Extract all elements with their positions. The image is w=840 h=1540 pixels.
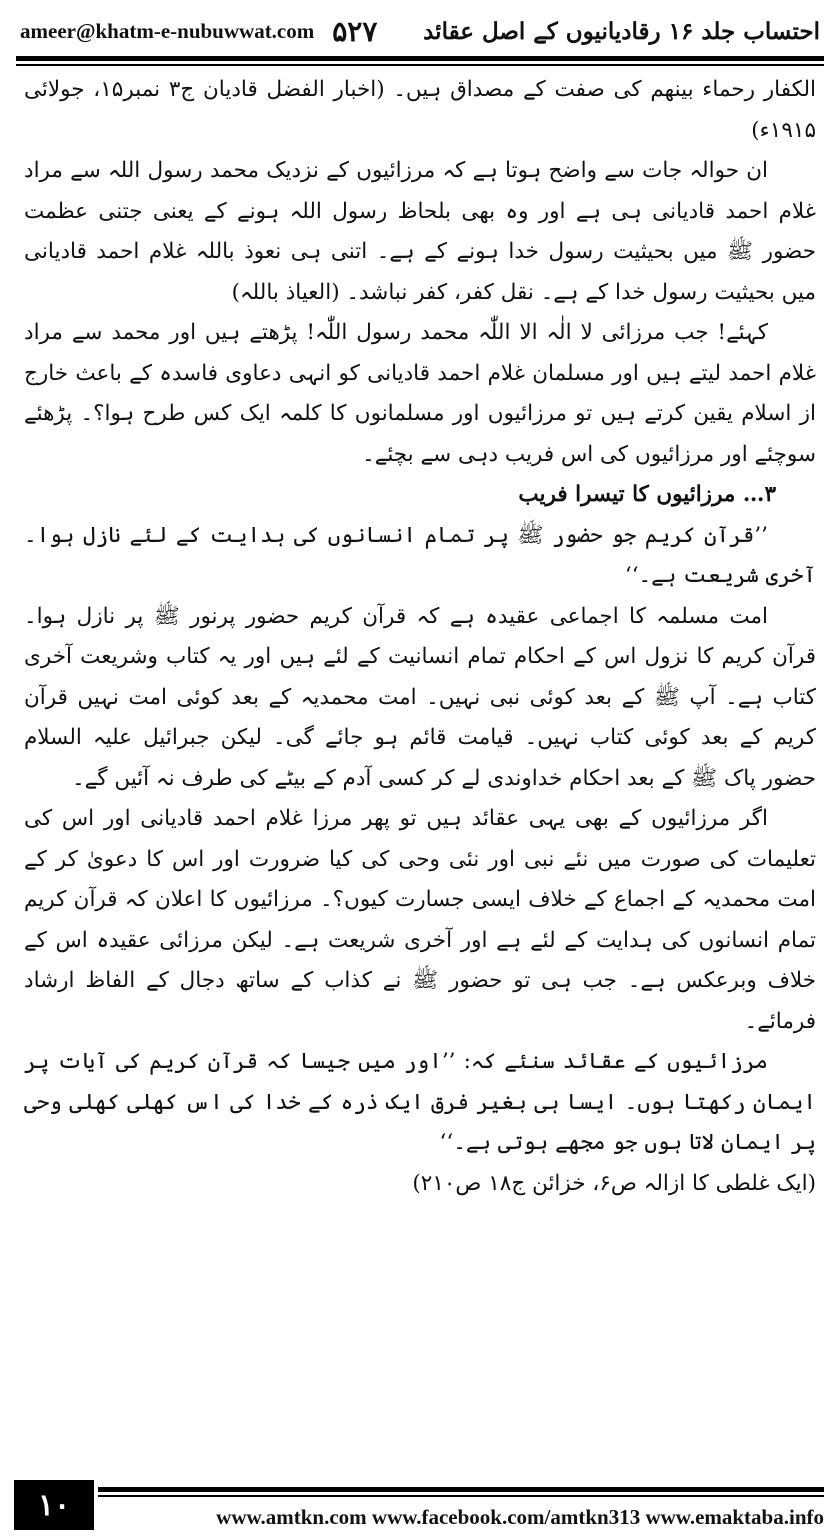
footer-rule-thin bbox=[98, 1495, 824, 1497]
paragraph-1: الکفار رحماء بینھم کی صفت کے مصداق ہیں۔ (اخبار الفضل قادیان ج۳ نمبر۱۵، جولائی ۱۹۱۵ء) bbox=[24, 77, 816, 143]
paragraph-3: کہئے! جب مرزائی لا الٰہ الا اللّٰہ محمد رسول اللّٰہ! پڑھتے ہیں اور محمد سے مراد غلام احمد لیتے ہیں اور مسلمان غلام احمد قادیانی کو انہی دعاوی فاسدہ کے باعث خارج از اسلام یقین کرتے ہیں تو مرزائیوں اور مسلمانوں کا کلمہ ایک کس طرح ہوا؟۔ پڑھئے سوچئے اور مرزائیوں کی اس فریب دہی سے بچئے۔ bbox=[24, 320, 816, 467]
footer-links[interactable]: www.amtkn.com www.facebook.com/amtkn313 www.emaktaba.info bbox=[216, 1504, 824, 1529]
header-rule-thin bbox=[16, 64, 824, 66]
paragraph-2: ان حوالہ جات سے واضح ہوتا ہے کہ مرزائیوں کے نزدیک محمد رسول اللہ سے مراد غلام احمد قادیانی ہی ہے اور وہ بھی بلحاظ رسول اللہ ہونے کے یعنی جتنی عظمت حضور ﷺ میں بحیثیت رسول خدا ہونے کے ہے۔ اتنی ہی نعوذ باللہ غلام احمد قادیانی میں بحیثیت رسول خدا کے ہے۔ نقل کفر، کفر نباشد۔ (العیاذ باللہ) bbox=[24, 158, 816, 305]
page-header bbox=[20, 8, 820, 54]
paragraph-6: مرزائیوں کے عقائد سنئے کہ: ’’اور میں جیسا کہ قرآن کریم کی آیات پر ایمان رکھتا ہوں۔ ایسا ہی بغیر فرق ایک ذرہ کے خدا کی اس کھلی کھلی وحی پر ایمان لاتا ہوں جو مجھے ہوتی ہے۔‘‘ bbox=[24, 1049, 816, 1155]
running-title: احتساب جلد ۱۶ رقادیانیوں کے اصل عقائد bbox=[423, 17, 820, 45]
citation: (ایک غلطی کا ازالہ ص۶، خزائن ج۱۸ ص۲۱۰) bbox=[412, 1170, 816, 1196]
header-rule-thick bbox=[16, 56, 824, 61]
footer-page-box: ۱۰ bbox=[14, 1480, 94, 1530]
page-number: ۵۲۷ bbox=[332, 14, 378, 48]
page-body bbox=[24, 70, 816, 1460]
footer-rule-thick bbox=[98, 1487, 824, 1492]
section-heading: ۳… مرزائیوں کا تیسرا فریب bbox=[518, 482, 776, 507]
header-left bbox=[20, 15, 377, 48]
quote: ’’قرآن کریم جو حضور ﷺ پر تمام انسانوں کی ہدایت کے لئے نازل ہوا۔ آخری شریعت ہے۔‘‘ bbox=[24, 522, 816, 588]
header-email[interactable]: ameer@khatm-e-nubuwwat.com bbox=[20, 18, 315, 43]
paragraph-5: اگر مرزائیوں کے بھی یہی عقائد ہیں تو پھر مرزا غلام احمد قادیانی اور اس کی تعلیمات کی صورت میں نئے نبی اور نئی وحی کی کیا ضرورت اور اس کا دعویٰ کر کے امت محمدیہ کے اجماع کے خلاف ایسی جسارت کیوں؟۔ مرزائیوں کا اعلان کہ قرآن کریم تمام انسانوں کی ہدایت کے لئے ہے اور آخری شریعت ہے۔ لیکن مرزائی عقیدہ اس کے خلاف وبرعکس ہے۔ جب ہی تو حضور ﷺ نے کذاب کے ساتھ دجال کے الفاظ ارشاد فرمائے۔ bbox=[24, 806, 816, 1034]
paragraph-4: امت مسلمہ کا اجماعی عقیدہ ہے کہ قرآن کریم حضور پرنور ﷺ پر نازل ہوا۔ قرآن کریم کا نزول اس کے احکام تمام انسانیت کے لئے ہیں اور یہ کتاب وشریعت آخری کتاب ہے۔ آپ ﷺ کے بعد کوئی نبی نہیں۔ امت محمدیہ کے بعد کوئی امت نہیں قرآن کریم کے بعد کوئی کتاب نہیں۔ قیامت قائم ہو جائے گی۔ لیکن جبرائیل علیہ السلام حضور پاک ﷺ کے بعد احکام خداوندی لے کر کسی آدم کے بیٹے کی طرف نہ آئیں گے۔ bbox=[24, 603, 816, 791]
